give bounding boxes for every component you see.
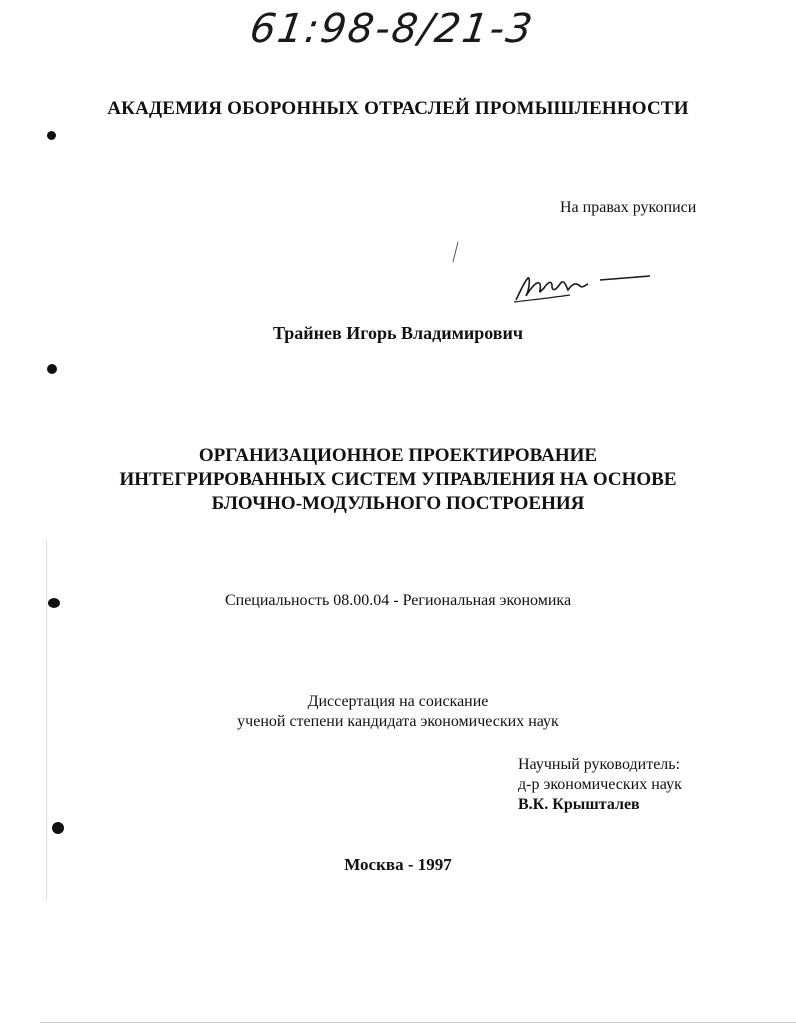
author-name: Трайнев Игорь Владимирович: [272, 323, 524, 343]
archive-code-handwritten: 61:98-8/21-3: [247, 6, 537, 52]
dissertation-degree: [0, 692, 796, 732]
academy-heading: АКАДЕМИЯ ОБОРОННЫХ ОТРАСЛЕЙ ПРОМЫШЛЕННОСТИ: [107, 98, 689, 119]
title-line-1: ОРГАНИЗАЦИОННОЕ ПРОЕКТИРОВАНИЕ: [198, 445, 598, 466]
supervisor-label: Научный руководитель:: [518, 756, 681, 773]
supervisor-block: [518, 755, 682, 815]
author-signature: [510, 262, 660, 307]
specialty-line: Специальность 08.00.04 - Региональная экономика: [224, 592, 572, 609]
title-line-2: ИНТЕГРИРОВАННЫХ СИСТЕМ УПРАВЛЕНИЯ НА ОСНОВЕ: [119, 469, 677, 490]
supervisor-degree: д-р экономических наук: [518, 776, 682, 793]
dissertation-line-1: Диссертация на соискание: [307, 693, 489, 710]
supervisor-name: В.К. Крышталев: [518, 796, 640, 813]
scan-edge-line: [46, 540, 47, 900]
dissertation-line-2: ученой степени кандидата экономических наук: [237, 713, 559, 730]
binder-hole-mark: [52, 822, 64, 834]
rights-note: На правах рукописи: [560, 199, 697, 216]
binder-hole-mark: [47, 131, 56, 140]
title-line-3: БЛОЧНО-МОДУЛЬНОГО ПОСТРОЕНИЯ: [211, 493, 585, 514]
binder-hole-mark: [47, 364, 57, 374]
binder-hole-mark: [48, 598, 60, 608]
scan-bottom-edge: [40, 1022, 796, 1023]
dissertation-title: [0, 444, 796, 516]
stray-pen-mark: [450, 240, 460, 264]
city-year: Москва - 1997: [344, 855, 452, 874]
